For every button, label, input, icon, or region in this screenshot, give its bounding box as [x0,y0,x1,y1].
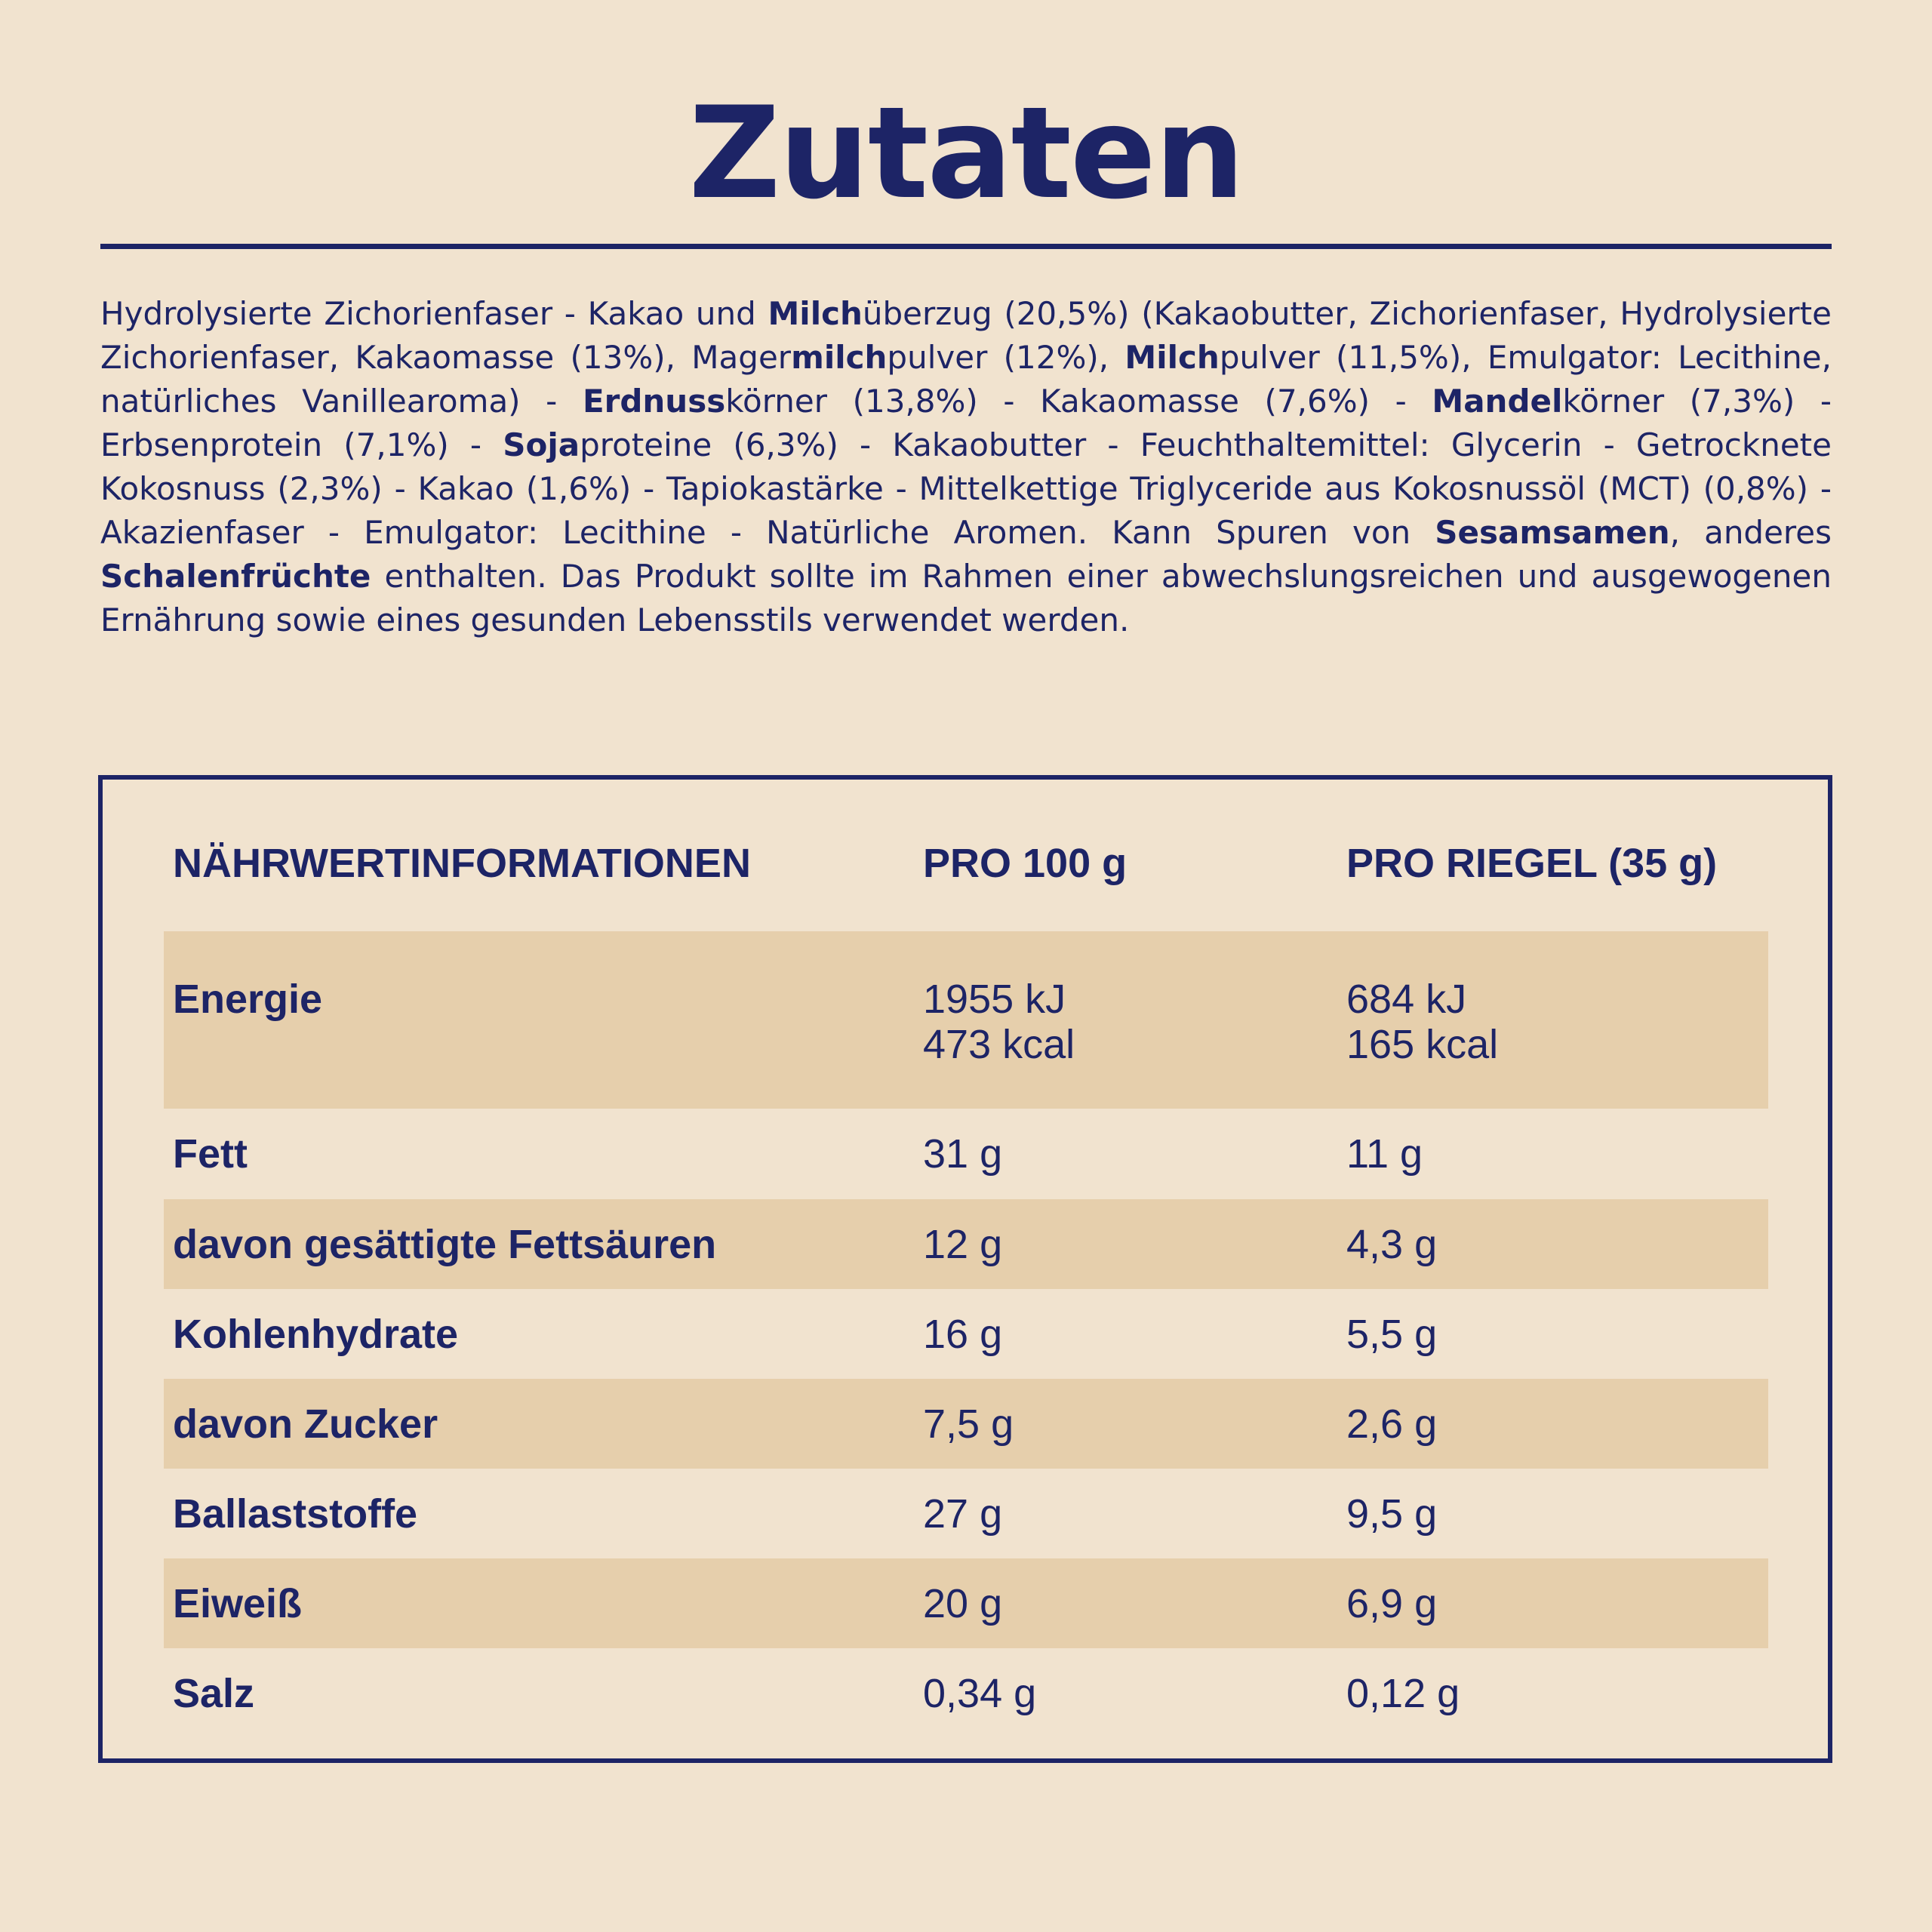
ingredients-segment: proteine (6,3%) - Kakaobutter - Feuchthaltemittel: Glycerin - Getrocknete Kokosnuss (2,3%) - Kakao (1,6%) - Tapiokastärke - Mittelkettige Triglyceride aus Kokosnussöl (MCT) (0,8%) - Akazienfaser - Emulgator: Lecithine - Natürliche Aromen. Kann Spuren von [100,426,1832,551]
value-per-100g-line: 20 g [923,1581,1003,1626]
nutrient-label: Fett [173,1131,248,1177]
value-per-100g-line: 473 kcal [923,1022,1075,1067]
allergen-highlight: Mandel [1432,383,1563,420]
ingredients-segment: körner (7,3%) - Erbsenprotein (7,1%) - [100,383,1832,463]
nutrient-label: davon Zucker [173,1401,438,1447]
value-per-100g-line: 27 g [923,1491,1003,1537]
table-row [164,931,1768,1109]
ingredients-text [100,292,1832,642]
value-per-100g [923,1312,1002,1357]
value-per-bar [1346,1131,1423,1177]
value-per-bar [1346,1491,1437,1537]
value-per-100g-line: 16 g [923,1312,1003,1357]
value-per-100g [923,1581,1002,1626]
value-per-bar-line: 684 kJ [1346,977,1467,1022]
ingredients-segment: enthalten. Das Produkt sollte im Rahmen einer abwechslungsreichen und ausgewogenen Ernährung sowie eines gesunden Lebensstils verwendet werden. [100,558,1832,638]
value-per-100g [923,1131,1002,1177]
ingredients-segment: Hydrolysierte Zichorienfaser - Kakao und [100,295,768,332]
table-row [164,1289,1768,1379]
header-per-bar: PRO RIEGEL (35 g) [1346,841,1718,886]
nutrient-label: Ballaststoffe [173,1491,418,1537]
value-per-bar [1346,1401,1437,1447]
table-row [164,1199,1768,1289]
nutrient-label: davon gesättigte Fettsäuren [173,1222,717,1267]
allergen-highlight: Erdnuss [582,383,726,420]
value-per-bar-line: 165 kcal [1346,1022,1499,1067]
value-per-bar-line: 0,12 g [1346,1671,1460,1716]
value-per-100g-line: 7,5 g [923,1401,1014,1447]
allergen-highlight: Milch [1124,339,1220,376]
value-per-100g [923,1491,1002,1537]
value-per-bar-line: 11 g [1346,1131,1423,1177]
value-per-100g-line: 12 g [923,1222,1003,1267]
table-row [164,1558,1768,1648]
table-row [164,1648,1768,1738]
value-per-bar-line: 2,6 g [1346,1401,1438,1447]
value-per-100g [923,1222,1002,1267]
table-row [164,1379,1768,1469]
value-per-100g-line: 0,34 g [923,1671,1037,1716]
allergen-highlight: Sesamsamen [1435,514,1670,551]
ingredients-segment: pulver (12%), [887,339,1125,376]
value-per-bar-line: 6,9 g [1346,1581,1438,1626]
value-per-bar [1346,977,1498,1067]
title-divider [100,244,1832,249]
header-label: NÄHRWERTINFORMATIONEN [173,841,751,886]
value-per-bar-line: 4,3 g [1346,1222,1438,1267]
header-per-100g: PRO 100 g [923,841,1128,886]
value-per-100g-line: 31 g [923,1131,1003,1177]
ingredients-segment: , anderes [1669,514,1832,551]
value-per-100g [923,1671,1036,1716]
table-row [164,1469,1768,1558]
ingredients-segment: pulver (11,5%), Emulgator: Lecithine, natürliches Vanillearoma) - [100,339,1832,420]
table-row [164,1109,1768,1199]
value-per-100g-line: 1955 kJ [923,977,1066,1022]
ingredients-segment: körner (13,8%) - Kakaomasse (7,6%) - [725,383,1432,420]
value-per-bar-line: 5,5 g [1346,1312,1438,1357]
allergen-highlight: Milch [768,295,863,332]
value-per-bar-line: 9,5 g [1346,1491,1438,1537]
nutrient-label: Eiweiß [173,1581,303,1626]
value-per-100g [923,977,1075,1067]
value-per-bar [1346,1581,1437,1626]
allergen-highlight: Schalenfrüchte [100,558,371,595]
value-per-bar [1346,1312,1437,1357]
value-per-bar [1346,1222,1437,1267]
nutrient-label: Salz [173,1671,255,1716]
value-per-bar [1346,1671,1460,1716]
nutrient-label: Energie [173,977,323,1022]
ingredients-segment: überzug (20,5%) (Kakaobutter, Zichorienfaser, Hydrolysierte Zichorienfaser, Kakaomasse (13%), Mager [100,295,1832,376]
allergen-highlight: Soja [503,426,580,463]
page-title: Zutaten [688,79,1244,227]
allergen-highlight: milch [791,339,888,376]
value-per-100g [923,1401,1014,1447]
nutrient-label: Kohlenhydrate [173,1312,459,1357]
